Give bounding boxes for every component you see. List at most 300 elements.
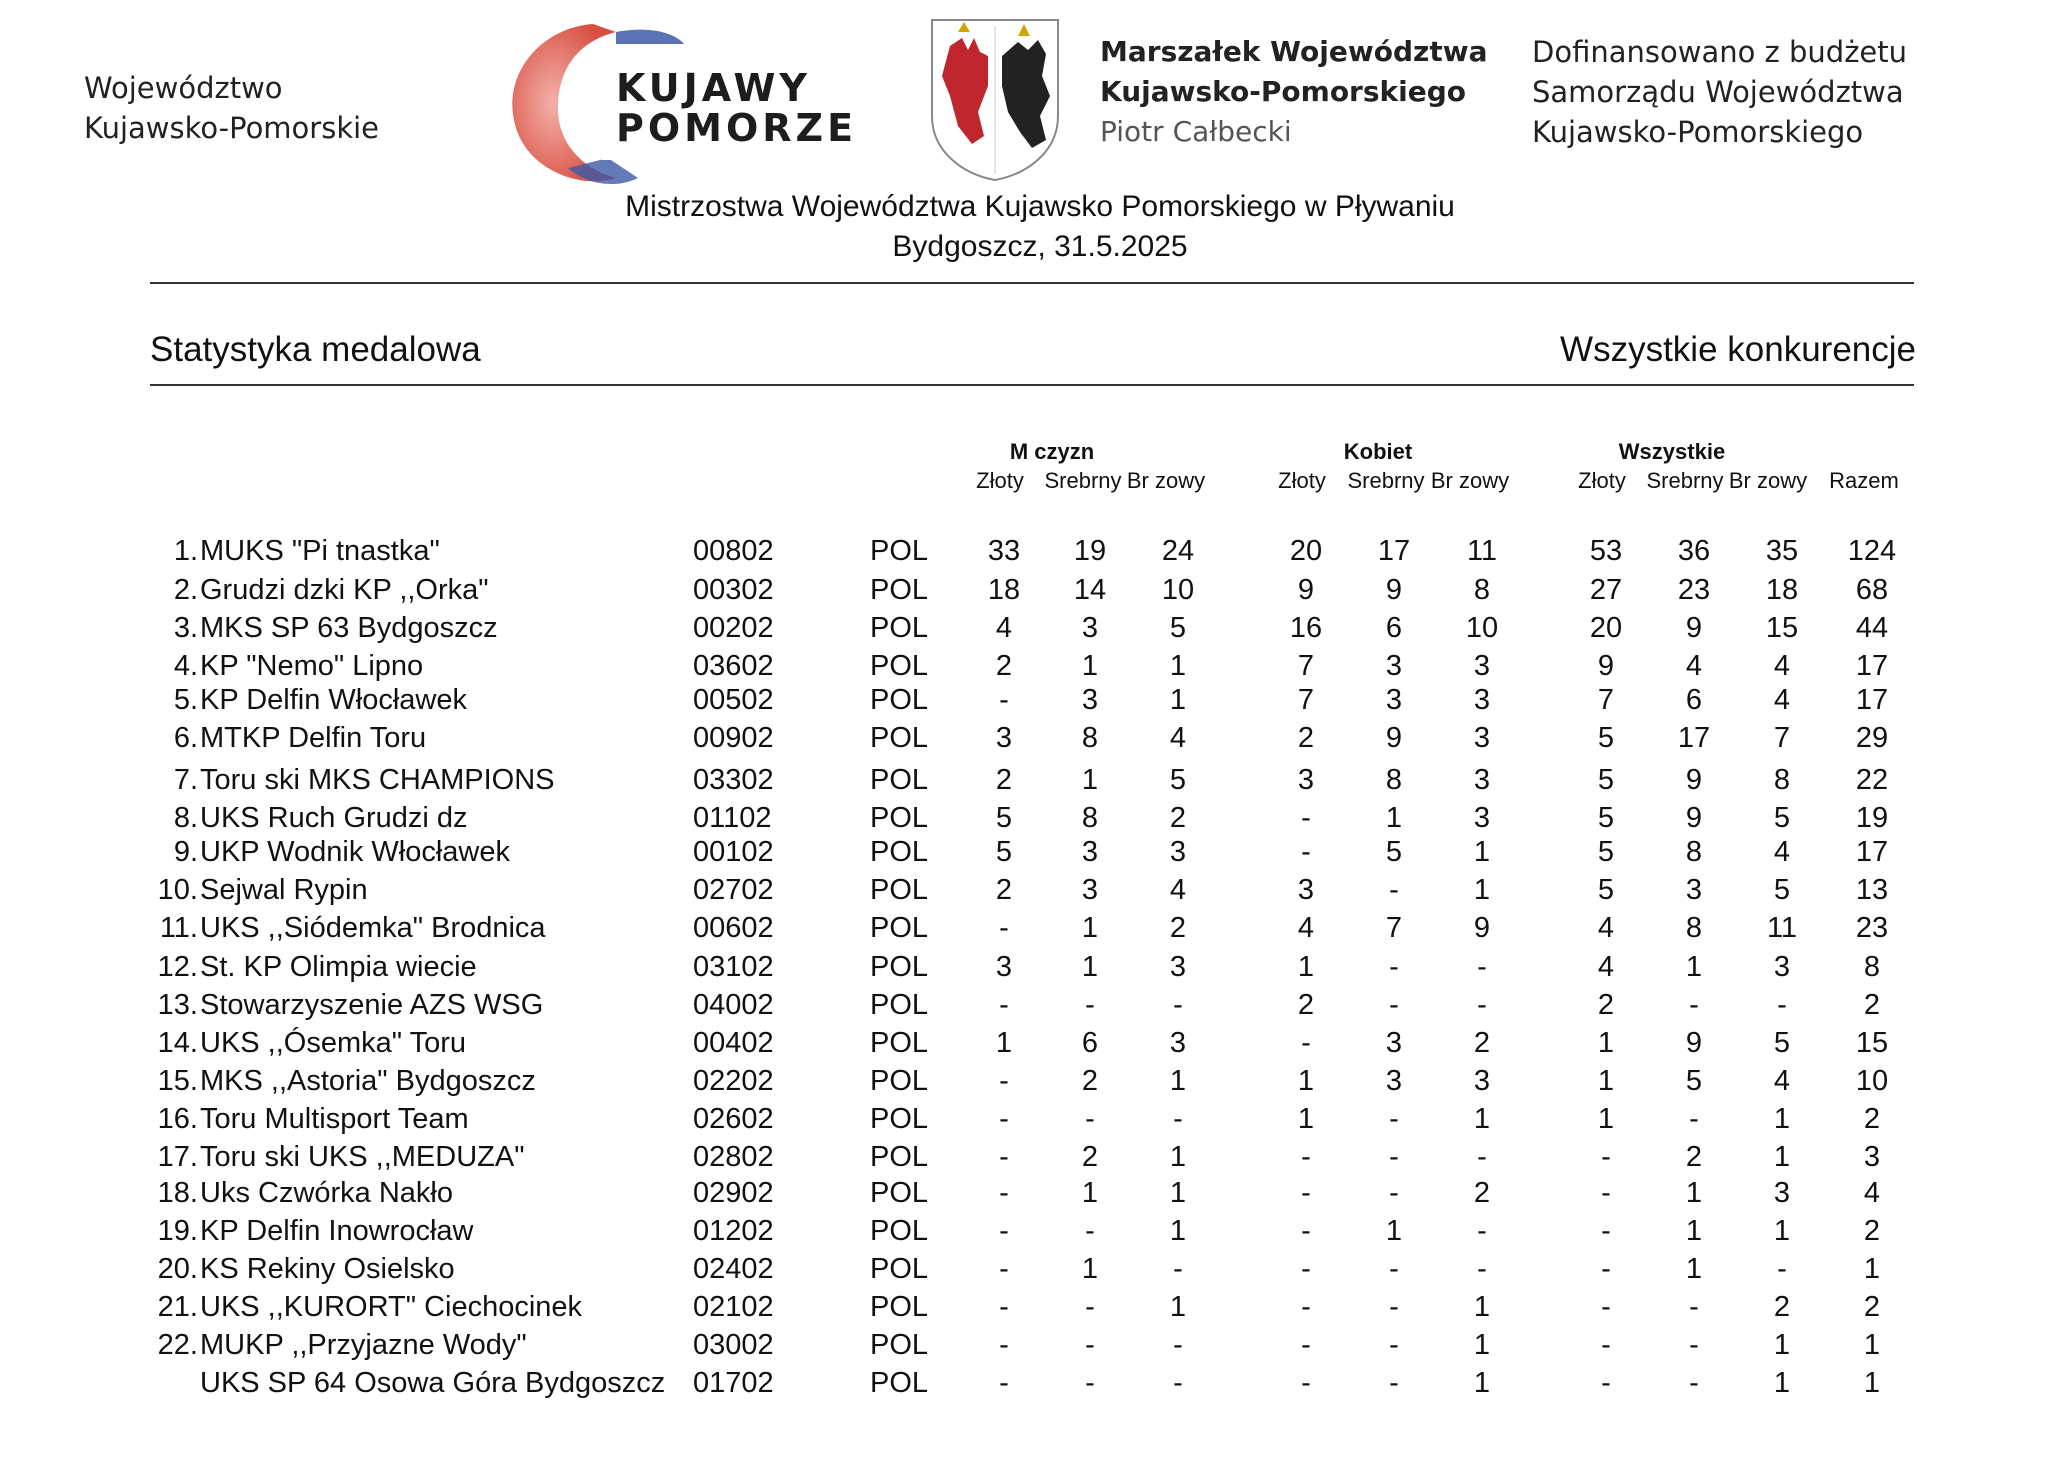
medal-count-cell: 5 [995,802,1013,834]
medal-count-cell: - [1173,1103,1183,1135]
medal-count-cell: 1 [1473,1329,1491,1361]
section-scope: Wszystkie konkurencje [1560,330,1916,369]
medal-count-cell: - [1301,1215,1311,1247]
medal-count-cell: 5 [1597,874,1615,906]
club-code-cell: 02802 [693,1141,774,1173]
club-code-cell: 02602 [693,1103,774,1135]
medal-count-cell: - [1085,1103,1095,1135]
medal-count-cell: 1 [1685,1215,1703,1247]
kujawy-pomorze-logo [498,18,858,190]
column-header: Srebrny [1347,468,1425,493]
medal-count-cell: 3 [995,951,1013,983]
medal-count-cell: 8 [1863,951,1881,983]
medal-count-cell: 9 [1685,1027,1703,1059]
medal-count-cell: - [1389,874,1399,906]
medal-count-cell: 2 [1297,989,1315,1021]
table-row [0,1215,2048,1253]
funding-line: Dofinansowano z budżetu [1532,35,1908,69]
medal-count-cell: 3 [1385,1027,1403,1059]
rank-cell: 8. [173,802,198,834]
country-cell: POL [870,1253,929,1285]
country-cell: POL [870,1103,929,1135]
medal-count-cell: 27 [1589,574,1623,606]
rank-cell: 14. [157,1027,198,1059]
medal-count-cell: 33 [987,535,1021,567]
table-row [0,1103,2048,1141]
club-code-cell: 02202 [693,1065,774,1097]
medal-count-cell: 1 [1773,1367,1791,1399]
coat-of-arms-icon [928,16,1062,182]
medal-count-cell: 1 [1685,1253,1703,1285]
medal-count-cell: 1 [1473,836,1491,868]
table-row [0,1027,2048,1065]
medal-count-cell: 1 [1297,1103,1315,1135]
club-code-cell: 01702 [693,1367,774,1399]
medal-count-cell: 20 [1289,535,1323,567]
country-cell: POL [870,912,929,944]
club-name-cell: KS Rekiny Osielsko [200,1253,455,1285]
column-header: Br zowy [1728,468,1808,493]
rank-cell: 10. [157,874,198,906]
medal-count-cell: 3 [1081,836,1099,868]
country-cell: POL [870,1215,929,1247]
country-cell: POL [870,836,929,868]
medal-count-cell: - [1389,1291,1399,1323]
club-code-cell: 00302 [693,574,774,606]
club-name-cell: Grudzi dzki KP ,,Orka" [200,574,489,606]
table-row [0,684,2048,722]
medal-count-cell: 3 [1685,874,1703,906]
medal-count-cell: 2 [995,764,1013,796]
table-row [0,612,2048,650]
medal-count-cell: - [1389,989,1399,1021]
medal-count-cell: 2 [1863,989,1881,1021]
medal-count-cell: 17 [1855,836,1889,868]
rank-cell: 7. [173,764,198,796]
medal-count-cell: - [999,912,1009,944]
medal-count-cell: 14 [1073,574,1107,606]
medal-count-cell: - [1085,1291,1095,1323]
club-code-cell: 00202 [693,612,774,644]
rank-cell: 17. [157,1141,198,1173]
medal-count-cell: 1 [1597,1027,1615,1059]
rank-cell: 6. [173,722,198,754]
medal-count-cell: 68 [1855,574,1889,606]
voivodeship-crest [928,16,1062,182]
medal-count-cell: - [1601,1141,1611,1173]
country-cell: POL [870,684,929,716]
club-name-cell: MUKS "Pi tnastka" [200,535,440,567]
medal-count-cell: - [1689,1291,1699,1323]
divider [150,384,1914,386]
medal-count-cell: - [999,1177,1009,1209]
medal-count-cell: 9 [1685,764,1703,796]
medal-count-cell: 3 [1473,684,1491,716]
medal-count-cell: 1 [1863,1253,1881,1285]
medal-count-cell: 3 [1081,612,1099,644]
country-cell: POL [870,535,929,567]
medal-count-cell: - [1601,1253,1611,1285]
medal-count-cell: 5 [1597,836,1615,868]
medal-count-cell: 1 [1081,912,1099,944]
rank-cell: 21. [157,1291,198,1323]
medal-count-cell: 4 [1773,650,1791,682]
column-header: Razem [1829,468,1899,493]
club-code-cell: 00402 [693,1027,774,1059]
medal-count-cell: 19 [1073,535,1107,567]
country-cell: POL [870,802,929,834]
medal-count-cell: 2 [1081,1141,1099,1173]
medal-count-cell: 1 [1081,1253,1099,1285]
medal-count-cell: 1 [1773,1103,1791,1135]
rank-cell: 20. [157,1253,198,1285]
medal-count-cell: 18 [1765,574,1799,606]
club-name-cell: MKS SP 63 Bydgoszcz [200,612,498,644]
medal-count-cell: - [1389,1177,1399,1209]
medal-count-cell: 23 [1855,912,1889,944]
medal-count-cell: 8 [1385,764,1403,796]
medal-count-cell: - [1301,1027,1311,1059]
medal-count-cell: - [1173,989,1183,1021]
rank-cell: 18. [157,1177,198,1209]
medal-count-cell: 3 [1385,650,1403,682]
medal-count-cell: 11 [1766,912,1798,944]
medal-count-cell: 2 [995,650,1013,682]
group-header: Wszystkie [1618,439,1726,464]
medal-count-cell: 1 [1297,951,1315,983]
rank-cell: 2. [173,574,198,606]
medal-count-cell: 5 [1773,1027,1791,1059]
medal-count-cell: 8 [1473,574,1491,606]
medal-count-cell: - [1301,1291,1311,1323]
medal-count-cell: 5 [1597,722,1615,754]
medal-count-cell: 3 [1773,1177,1791,1209]
medal-count-cell: 10 [1465,612,1499,644]
medal-count-cell: 9 [1597,650,1615,682]
club-name-cell: KP "Nemo" Lipno [200,650,424,682]
medal-count-cell: - [999,1367,1009,1399]
medal-count-cell: - [1389,1103,1399,1135]
medal-count-cell: 8 [1773,764,1791,796]
medal-count-cell: 4 [1863,1177,1881,1209]
club-name-cell: Toru ski MKS CHAMPIONS [200,764,555,796]
club-code-cell: 03302 [693,764,774,796]
marshal-line: Kujawsko-Pomorskiego [1100,75,1467,108]
medal-count-cell: 3 [1473,764,1491,796]
medal-count-cell: 1 [1685,951,1703,983]
medal-count-cell: 5 [1773,802,1791,834]
table-row [0,1141,2048,1179]
club-code-cell: 03002 [693,1329,774,1361]
medal-count-cell: 1 [1473,1367,1491,1399]
medal-count-cell: - [1601,1215,1611,1247]
medal-count-cell: - [1689,989,1699,1021]
medal-count-cell: - [1301,1141,1311,1173]
medal-count-cell: 5 [1385,836,1403,868]
medal-count-cell: 2 [1081,1065,1099,1097]
funding-line: Samorządu Województwa [1532,75,1904,109]
medal-count-cell: - [999,1253,1009,1285]
medal-count-cell: 2 [1169,912,1187,944]
event-title: Mistrzostwa Województwa Kujawsko Pomorskiego w Pływaniu [625,190,1455,223]
medal-count-cell: 3 [1081,684,1099,716]
medal-count-cell: - [1085,989,1095,1021]
medal-count-cell: 1 [1773,1141,1791,1173]
medal-count-cell: 3 [1473,1065,1491,1097]
rank-cell: 22. [157,1329,198,1361]
rank-cell: 15. [157,1065,198,1097]
club-name-cell: MKS ,,Astoria" Bydgoszcz [200,1065,536,1097]
club-name-cell: Stowarzyszenie AZS WSG [200,989,544,1021]
medal-count-cell: - [1301,1177,1311,1209]
medal-count-cell: 10 [1855,1065,1889,1097]
medal-count-cell: 3 [1385,684,1403,716]
table-row [0,802,2048,840]
rank-cell: 12. [157,951,198,983]
medal-count-cell: 4 [995,612,1013,644]
medal-count-cell: 7 [1597,684,1615,716]
section-title: Statystyka medalowa [150,330,481,369]
rank-cell: 5. [173,684,198,716]
table-row [0,1177,2048,1215]
club-code-cell: 02402 [693,1253,774,1285]
club-name-cell: UKS SP 64 Osowa Góra Bydgoszcz [200,1367,666,1399]
medal-count-cell: - [999,989,1009,1021]
club-code-cell: 00602 [693,912,774,944]
country-cell: POL [870,989,929,1021]
medal-count-cell: 24 [1161,535,1195,567]
country-cell: POL [870,951,929,983]
medal-count-cell: 4 [1773,1065,1791,1097]
medal-count-cell: 3 [1473,802,1491,834]
medal-count-cell: 1 [1773,1329,1791,1361]
medal-count-cell: 1 [1169,1215,1187,1247]
medal-count-cell: 7 [1297,684,1315,716]
country-cell: POL [870,1367,929,1399]
medal-count-cell: 11 [1466,535,1498,567]
medal-count-cell: 8 [1685,836,1703,868]
club-code-cell: 03602 [693,650,774,682]
medal-count-cell: 17 [1677,722,1711,754]
medal-count-cell: 1 [1863,1367,1881,1399]
medal-count-cell: - [1477,951,1487,983]
divider [150,282,1914,284]
medal-count-cell: 4 [1169,874,1187,906]
medal-count-cell: 1 [1297,1065,1315,1097]
group-header: Kobiet [1343,439,1413,464]
marshal-line: Marszałek Województwa [1100,35,1488,68]
medal-count-cell: - [1389,1367,1399,1399]
medal-count-cell: - [1173,1367,1183,1399]
club-name-cell: UKS ,,KURORT" Ciechocinek [200,1291,583,1323]
medal-count-cell: 20 [1589,612,1623,644]
medal-count-cell: 36 [1677,535,1711,567]
medal-count-cell: 8 [1685,912,1703,944]
group-header: M czyzn [1009,439,1095,464]
medal-count-cell: 2 [1597,989,1615,1021]
table-row [0,722,2048,760]
medal-count-cell: 5 [1169,612,1187,644]
column-header: Złoty [976,468,1024,493]
table-row [0,1253,2048,1291]
medal-count-cell: - [1301,836,1311,868]
medal-count-cell: 1 [1169,650,1187,682]
medal-count-cell: 1 [1863,1329,1881,1361]
country-cell: POL [870,1177,929,1209]
medal-count-cell: - [1301,1329,1311,1361]
medal-count-cell: - [1389,1141,1399,1173]
club-name-cell: MTKP Delfin Toru [200,722,427,754]
table-row [0,912,2048,950]
marshal-office-text [1100,32,1487,152]
region-line: Województwo [84,71,283,105]
medal-count-cell: 23 [1677,574,1711,606]
column-header: Srebrny [1646,468,1724,493]
medal-count-cell: - [1477,1253,1487,1285]
medal-count-cell: 15 [1765,612,1799,644]
medal-count-cell: 15 [1855,1027,1889,1059]
medal-count-cell: 4 [1773,836,1791,868]
medal-count-cell: 17 [1855,650,1889,682]
medal-count-cell: 17 [1855,684,1889,716]
medal-count-cell: - [1301,802,1311,834]
club-name-cell: St. KP Olimpia wiecie [200,951,477,983]
medal-count-cell: - [1301,1253,1311,1285]
funding-note [1532,32,1907,152]
medal-count-cell: 4 [1685,650,1703,682]
medal-count-cell: 1 [1385,1215,1403,1247]
medal-count-cell: 9 [1297,574,1315,606]
brand-word: KUJAWY [616,66,811,110]
medal-count-cell: 4 [1773,684,1791,716]
event-place-date: Bydgoszcz, 31.5.2025 [892,230,1188,263]
club-name-cell: Sejwal Rypin [200,874,368,906]
table-row [0,836,2048,874]
medal-count-cell: - [999,1065,1009,1097]
rank-cell: 11. [159,912,198,944]
column-header: Złoty [1578,468,1626,493]
club-name-cell: UKS ,,Siódemka" Brodnica [200,912,546,944]
medal-count-cell: - [1477,1141,1487,1173]
medal-count-cell: 124 [1847,535,1897,567]
medal-count-cell: 19 [1855,802,1889,834]
column-header: Srebrny [1044,468,1122,493]
country-cell: POL [870,1329,929,1361]
medal-count-cell: 2 [1473,1177,1491,1209]
medal-count-cell: 7 [1773,722,1791,754]
medal-count-cell: 3 [1297,764,1315,796]
club-code-cell: 02102 [693,1291,774,1323]
medal-count-cell: - [1389,951,1399,983]
medal-count-cell: 9 [1685,802,1703,834]
medal-count-cell: - [1777,989,1787,1021]
medal-count-cell: 3 [1169,951,1187,983]
country-cell: POL [870,650,929,682]
medal-count-cell: 2 [1863,1291,1881,1323]
medal-count-cell: 3 [995,722,1013,754]
medal-count-cell: 3 [1473,722,1491,754]
rank-cell: 16. [157,1103,198,1135]
medal-count-cell: 1 [1473,1103,1491,1135]
marshal-name: Piotr Całbecki [1100,115,1292,148]
medal-count-cell: 1 [995,1027,1013,1059]
medal-count-cell: 53 [1589,535,1623,567]
country-cell: POL [870,574,929,606]
medal-count-cell: 3 [1169,836,1187,868]
rank-cell: 19. [157,1215,198,1247]
rank-cell: 13. [157,989,198,1021]
medal-count-cell: 1 [1685,1177,1703,1209]
table-row [0,1329,2048,1367]
medal-count-cell: 5 [995,836,1013,868]
medal-count-cell: 3 [1773,951,1791,983]
medal-count-cell: 1 [1169,684,1187,716]
table-row [0,1367,2048,1405]
medal-count-cell: 5 [1597,802,1615,834]
medal-count-cell: 1 [1385,802,1403,834]
medal-count-cell: 3 [1297,874,1315,906]
medal-count-cell: - [1689,1367,1699,1399]
medal-count-cell: 9 [1385,722,1403,754]
medal-count-cell: 1 [1081,764,1099,796]
medal-count-cell: 1 [1597,1065,1615,1097]
medal-count-cell: 4 [1297,912,1315,944]
medal-count-cell: 44 [1855,612,1889,644]
club-code-cell: 03102 [693,951,774,983]
medal-count-cell: 1 [1169,1177,1187,1209]
medal-count-cell: - [1389,1329,1399,1361]
medal-count-cell: - [1601,1177,1611,1209]
medal-count-cell: 1 [1081,650,1099,682]
medal-count-cell: 1 [1597,1103,1615,1135]
club-name-cell: UKP Wodnik Włocławek [200,836,510,868]
table-row [0,764,2048,802]
medal-count-cell: 5 [1597,764,1615,796]
medal-count-cell: - [999,1141,1009,1173]
country-cell: POL [870,612,929,644]
club-code-cell: 00502 [693,684,774,716]
country-cell: POL [870,1027,929,1059]
country-cell: POL [870,874,929,906]
country-cell: POL [870,1065,929,1097]
medal-count-cell: 9 [1685,612,1703,644]
medal-count-cell: 18 [987,574,1021,606]
country-cell: POL [870,764,929,796]
funding-line: Kujawsko-Pomorskiego [1532,115,1864,149]
club-name-cell: Uks Czwórka Nakło [200,1177,453,1209]
country-cell: POL [870,1291,929,1323]
club-code-cell: 04002 [693,989,774,1021]
country-cell: POL [870,722,929,754]
table-row [0,874,2048,912]
medal-count-cell: 6 [1685,684,1703,716]
club-name-cell: MUKP ,,Przyjazne Wody" [200,1329,527,1361]
table-row [0,951,2048,989]
club-code-cell: 02702 [693,874,774,906]
column-header: Br zowy [1126,468,1206,493]
medal-count-cell: 3 [1473,650,1491,682]
medal-count-cell: 3 [1385,1065,1403,1097]
medal-count-cell: 1 [1773,1215,1791,1247]
medal-count-cell: 2 [1863,1215,1881,1247]
club-name-cell: UKS Ruch Grudzi dz [200,802,468,834]
rank-cell: 9. [173,836,198,868]
club-code-cell: 00802 [693,535,774,567]
medal-count-cell: - [1477,1215,1487,1247]
medal-count-cell: 16 [1289,612,1323,644]
medal-count-cell: 1 [1081,951,1099,983]
medal-count-cell: - [999,1291,1009,1323]
